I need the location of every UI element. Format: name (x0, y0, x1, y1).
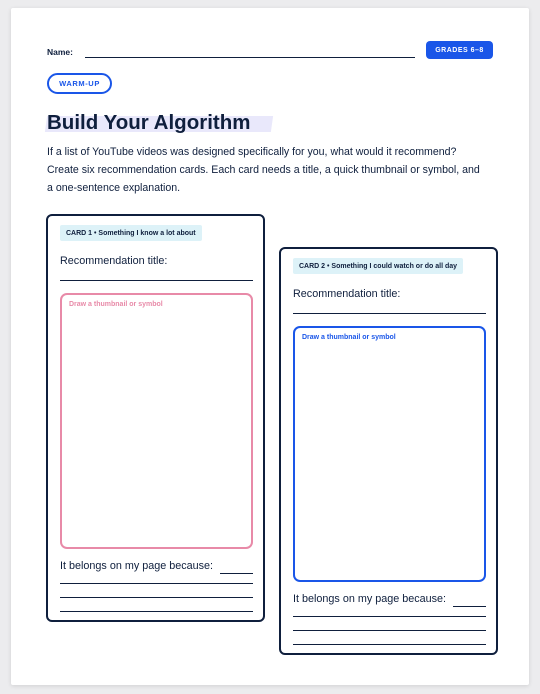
recommendation-title-label: Recommendation title: (60, 255, 168, 267)
card-1 (46, 214, 265, 622)
thumbnail-prompt: Draw a thumbnail or symbol (69, 301, 163, 308)
warmup-pill: WARM-UP (47, 73, 112, 94)
thumbnail-box[interactable] (293, 326, 486, 582)
card-tag: CARD 2 • Something I could watch or do all day (293, 258, 463, 274)
name-input-line[interactable] (85, 57, 415, 58)
thumbnail-box[interactable] (60, 293, 253, 549)
because-line[interactable] (220, 573, 253, 574)
writing-line[interactable] (60, 583, 253, 584)
because-label: It belongs on my page because: (60, 560, 214, 572)
page-title: Build Your Algorithm (47, 111, 251, 134)
writing-line[interactable] (293, 630, 486, 631)
name-label: Name: (47, 47, 73, 57)
writing-line[interactable] (293, 616, 486, 617)
intro-paragraph: If a list of YouTube videos was designed specifically for you, what would it recommend? Create six recommendation cards. Each card needs a title, a quick thumbnail or symbol, and a one-sentence explanation. (47, 146, 480, 194)
recommendation-title-line[interactable] (60, 280, 253, 281)
grades-badge: GRADES 6–8 (426, 41, 493, 59)
writing-line[interactable] (60, 597, 253, 598)
recommendation-title-label: Recommendation title: (293, 288, 401, 300)
card-2 (279, 247, 498, 655)
because-line[interactable] (453, 606, 486, 607)
card-tag: CARD 1 • Something I know a lot about (60, 225, 202, 241)
recommendation-title-line[interactable] (293, 313, 486, 314)
writing-line[interactable] (60, 611, 253, 612)
because-label: It belongs on my page because: (293, 593, 447, 605)
thumbnail-prompt: Draw a thumbnail or symbol (302, 334, 396, 341)
writing-line[interactable] (293, 644, 486, 645)
